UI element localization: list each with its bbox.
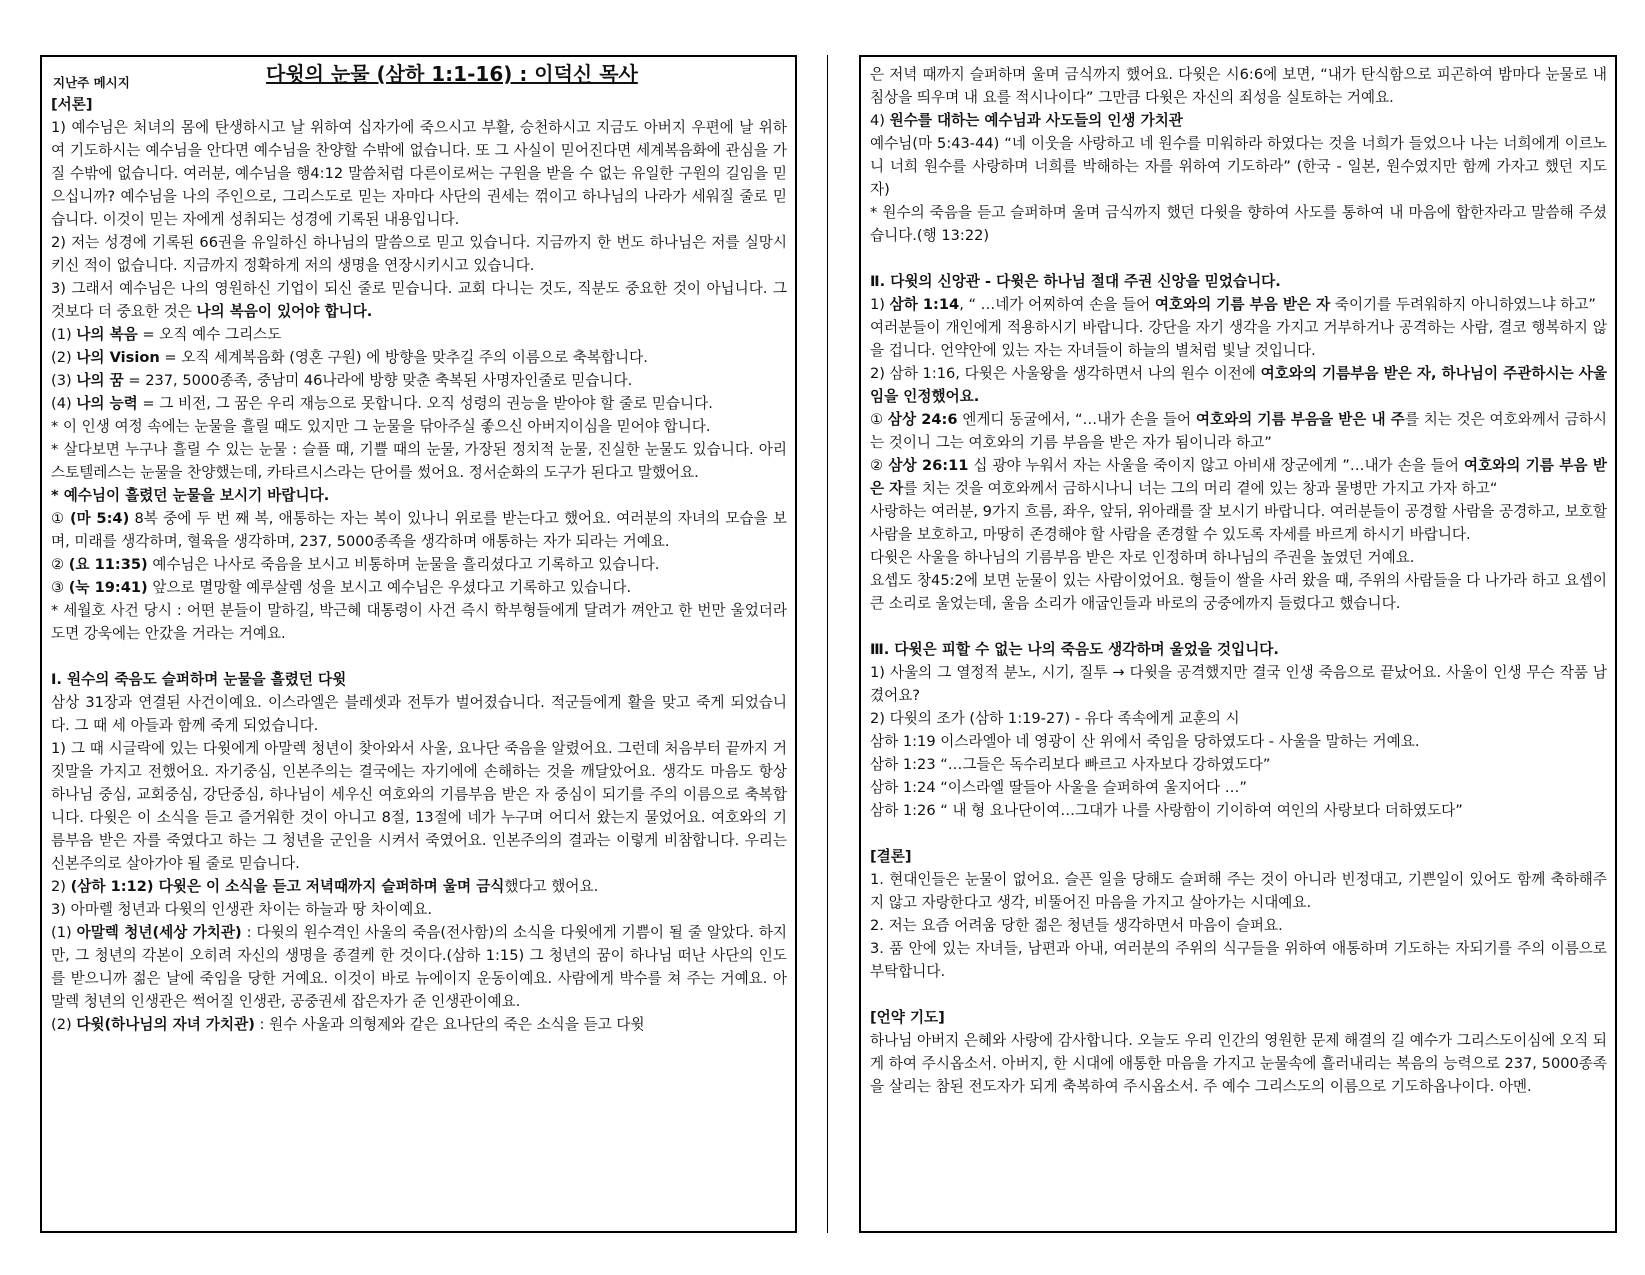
body-text: 은 저녁 때까지 슬퍼하며 울며 금식까지 했어요. 다윗은 시6:6에 보면, “내가 탄식함으로 피곤하여 밤마다 눈물로 내 침상을 띄우며 내 요를 적시나이다” 그만큼 다윗은 자신의 죄성을 실토하는 거예요. xyxy=(870,66,1607,106)
left-column xyxy=(40,55,797,1233)
body-text: 1) xyxy=(870,296,890,313)
body-text: 4) xyxy=(870,112,890,129)
emphasis-text: 나의 꿈 xyxy=(76,372,124,389)
paragraph xyxy=(51,898,787,921)
section-heading: Ⅲ. 다윗은 피할 수 없는 나의 죽음도 생각하며 울었을 것입니다. xyxy=(870,641,1279,658)
paragraph xyxy=(870,937,1607,983)
paragraph xyxy=(51,369,787,392)
body-text: = 오직 예수 그리스도 xyxy=(137,326,282,343)
body-text: = 237, 5000종족, 중남미 46나라에 방향 맞춘 축복된 사명자인줄로 믿습니다. xyxy=(123,372,633,389)
body-text: (2) xyxy=(51,349,77,366)
spacer xyxy=(870,822,1607,845)
body-text: : 원수 사울과 의형제와 같은 요나단의 죽은 소식을 듣고 다윗 xyxy=(254,1016,645,1033)
paragraph xyxy=(870,776,1607,799)
emphasis-text: 삼상 26:11 xyxy=(888,457,969,474)
section-heading: [결론] xyxy=(870,848,912,865)
sermon-title: 다윗의 눈물 (삼하 1:1-16) : 이덕신 목사 xyxy=(266,62,638,86)
body-text: 삼하 1:19 이스라엘아 네 영광이 산 위에서 죽임을 당하였도다 - 사울을 말하는 거예요. xyxy=(870,733,1420,750)
body-text: 죽이기를 두려워하지 아니하였느냐 하고” xyxy=(1330,296,1596,313)
paragraph xyxy=(870,109,1607,132)
body-text: 다윗은 사울을 하나님의 기름부음 받은 자로 인정하며 하나님의 주권을 높였던 거예요. xyxy=(870,549,1415,566)
paragraph xyxy=(51,1013,787,1036)
paragraph xyxy=(51,737,787,875)
paragraph xyxy=(51,576,787,599)
body-text: 1. 현대인들은 눈물이 없어요. 슬픈 일을 당해도 슬퍼해 주는 것이 아니라 빈정대고, 기쁜일이 있어도 함께 축하해주지 않고 자랑한다고 생각, 비뚤어진 마음을 가지고 살아가는 시대예요. xyxy=(870,871,1607,911)
section-tag: 지난주 메시지 xyxy=(53,75,130,90)
emphasis-text: (요 11:35) xyxy=(68,556,148,573)
spacer xyxy=(51,645,787,668)
paragraph xyxy=(51,346,787,369)
body-text: 1) 그 때 시글락에 있는 다윗에게 아말렉 청년이 찾아와서 사울, 요나단 죽음을 알렸어요. 그런데 처음부터 끝까지 거짓말을 가지고 전했어요. 자기중심, 인본주의는 결국에는 자기에에 손해하는 것을 깨달았어요. 생각도 마음도 항상 하나님 중심, 교회중심, 강단중심, 하나님이 세우신 여호와의 기름부음 받은 자 중심이 되기를 주의 이름으로 축복합니다. 다윗은 이 소식을 듣고 즐거워한 것이 아니고 8절, 13절에 네가 누구며 어디서 왔는지 물었어요. 여호와의 기름부음 받은 자를 죽였다고 하는 그 청년을 군인을 시켜서 죽였어요. 인본주의의 결과는 이렇게 비참합니다. 우리는 신본주의로 살아가야 될 줄로 믿습니다. xyxy=(51,740,787,872)
body-text: 앞으로 멸망할 예루살렘 성을 보시고 예수님은 우셨다고 기록하고 있습니다. xyxy=(147,579,632,596)
emphasis-text: (마 5:4) xyxy=(69,510,130,527)
section-heading: [언약 기도] xyxy=(870,1009,945,1026)
emphasis-text: 나의 능력 xyxy=(76,395,138,412)
body-text: 예수님은 나사로 죽음을 보시고 비통하며 눈물을 흘리셨다고 기록하고 있습니다. xyxy=(147,556,660,573)
section-heading: Ⅱ. 다윗의 신앙관 - 다윗은 하나님 절대 주권 신앙을 믿었습니다. xyxy=(870,273,1281,290)
body-text: 삼하 1:26 “ 내 형 요나단이여…그대가 나를 사랑함이 기이하여 여인의 사랑보다 더하였도다” xyxy=(870,802,1463,819)
emphasis-text: 다윗(하나님의 자녀 가치관) xyxy=(76,1016,255,1033)
paragraph xyxy=(51,415,787,438)
body-text: 요셉도 창45:2에 보면 눈물이 있는 사람이었어요. 형들이 쌀을 사러 왔을 때, 주위의 사람들을 다 나가라 하고 요셉이 큰 소리로 울었는데, 울음 소리가 애굽인들과 바로의 궁중에까지 들렸다고 했습니다. xyxy=(870,572,1607,612)
paragraph xyxy=(51,392,787,415)
paragraph xyxy=(870,569,1607,615)
body-text: 2) xyxy=(51,878,71,895)
body-text: , “ …네가 어찌하여 손을 들어 xyxy=(959,296,1155,313)
emphasis-text: 여호와의 기름부음 받은 자, 하나님이 주관하시는 사울임을 인정했어요. xyxy=(870,365,1607,405)
body-text: (4) xyxy=(51,395,77,412)
body-text: 3) 아마렐 청년과 다윗의 인생관 차이는 하늘과 땅 차이예요. xyxy=(51,901,432,918)
emphasis-text: 나의 복음 xyxy=(76,326,138,343)
paragraph xyxy=(51,507,787,553)
header xyxy=(51,63,787,93)
emphasis-text: (눅 19:41) xyxy=(68,579,148,596)
paragraph xyxy=(870,868,1607,914)
body-text: = 오직 세계복음화 (영혼 구원) 에 방향을 맞추길 주의 이름으로 축복합니다. xyxy=(159,349,648,366)
section-heading: [서론] xyxy=(51,96,93,113)
body-text: ② xyxy=(51,556,69,573)
emphasis-text: (삼하 1:12) 다윗은 이 소식을 듣고 저녁때까지 슬퍼하며 울며 금식 xyxy=(70,878,505,895)
paragraph xyxy=(51,875,787,898)
body-text: 를 치는 것을 여호와께서 금하시나니 너는 그의 머리 곁에 있는 창과 물병만 가지고 가자 하고“ xyxy=(903,480,1498,497)
paragraph xyxy=(870,730,1607,753)
body-text: 삼상 31장과 연결된 사건이예요. 이스라엘은 블레셋과 전투가 벌어졌습니다. 적군들에게 활을 맞고 죽게 되었습니다. 그 때 세 아들과 함께 죽게 되었습니다. xyxy=(51,694,787,734)
body-text: 예수님(마 5:43-44) “네 이웃을 사랑하고 네 원수를 미워하라 하였다는 것을 너희가 들었으나 나는 너희에게 이르노니 너희 원수를 사랑하며 너희를 박해하는 자를 위하여 기도하라” (한국 - 일본, 원수였지만 함께 가자고 했던 지도자) xyxy=(870,135,1607,198)
body-text: 2) 저는 성경에 기록된 66권을 유일하신 하나님의 말씀으로 믿고 있습니다. 지금까지 한 번도 하나님은 저를 실망시키신 적이 없습니다. 지금까지 정확하게 저의 생명을 연장시키시고 있습니다. xyxy=(51,234,787,274)
paragraph xyxy=(870,914,1607,937)
paragraph xyxy=(51,438,787,484)
body-text: 삼하 1:23 “…그들은 독수리보다 빠르고 사자보다 강하였도다” xyxy=(870,756,1271,773)
body-text: * 세월호 사건 당시 : 어떤 분들이 말하길, 박근혜 대통령이 사건 즉시 학부형들에게 달려가 껴안고 한 번만 울었더라도면 강욱에는 안갔을 거라는 거예요. xyxy=(51,602,787,642)
emphasis-text: 아말렉 청년(세상 가치관) xyxy=(76,924,242,941)
emphasis-text: 여호와의 기름 부음 받은 자 xyxy=(870,457,1608,497)
body-text: : 다윗의 원수격인 사울의 죽음(전사함)의 소식을 다윗에게 기쁨이 될 줄 알았다. 하지만, 그 청년의 각본이 오히려 자신의 생명을 종결케 한 것이다.(삼하 1:15) 그 청년의 꿈이 하나님 떠난 사단의 인도를 받으니까 젊은 날에 죽임을 당한 거예요. 이것이 바로 뉴에이지 운동이예요. 사람에게 박수를 쳐 주는 거예요. 아말렉 청년의 인생관은 썩어질 인생관, 공중권세 잡은자가 준 인생관이예요. xyxy=(51,924,787,1010)
body-text: 십 광야 누워서 자는 사울을 죽이지 않고 아비새 장군에게 ”…내가 손을 들어 xyxy=(968,457,1464,474)
body-text: 했다고 했어요. xyxy=(504,878,599,895)
paragraph xyxy=(870,63,1607,109)
left-body xyxy=(51,93,787,1036)
body-text: 1) 사울의 그 열정적 분노, 시기, 질투 → 다윗을 공격했지만 결국 인생 죽음으로 끝났어요. 사울이 인생 무슨 작품 남겼어요? xyxy=(870,664,1607,704)
paragraph xyxy=(870,753,1607,776)
body-text: (1) xyxy=(51,924,77,941)
body-text: * 살다보면 누구나 흘릴 수 있는 눈물 : 슬플 때, 기쁠 때의 눈물, 가장된 정치적 눈물, 진실한 눈물도 있습니다. 아리스토텔레스는 눈물을 찬양했는데, 카타르시스라는 단어를 썼어요. 정서순화의 도구가 된다고 말했어요. xyxy=(51,441,787,481)
body-text: ① xyxy=(51,510,70,527)
column-divider xyxy=(827,55,828,1233)
body-text: = 그 비전, 그 꿈은 우리 재능으로 못합니다. 오직 성령의 권능을 받아야 할 줄로 믿습니다. xyxy=(137,395,713,412)
paragraph xyxy=(51,116,787,231)
section-heading: * 예수님이 흘렸던 눈물을 보시기 바랍니다. xyxy=(51,487,330,504)
emphasis-text: 원수를 대하는 예수님과 사도들의 인생 가치관 xyxy=(889,112,1183,129)
body-text: 1) 예수님은 처녀의 몸에 탄생하시고 날 위하여 십자가에 죽으시고 부활, 승천하시고 지금도 아버지 우편에 날 위하여 기도하시는 예수님을 안다면 예수님을 찬양할 수밖에 없습니다. 또 그 사실이 믿어진다면 세계복음화에 관심을 가질 수밖에 없습니다. 여러분, 예수님을 행4:12 말씀처럼 다른이로써는 구원을 받을 수 없는 유일한 구원의 길임을 믿으십니까? 예수님을 나의 주인으로, 그리스도로 믿는 자마다 사단의 권세는 꺾이고 하나님의 나라가 세워질 줄로 믿습니다. 이것이 믿는 자에게 성취되는 성경에 기록된 내용입니다. xyxy=(51,119,787,228)
spacer xyxy=(870,615,1607,638)
body-text: 2) 다윗의 조가 (삼하 1:19-27) - 유다 족속에게 교훈의 시 xyxy=(870,710,1240,727)
paragraph xyxy=(51,921,787,1013)
body-text: 여러분들이 개인에게 적용하시기 바랍니다. 강단을 자기 생각을 가지고 거부하거나 공격하는 사람, 결코 행복하지 않을 겁니다. 언약안에 있는 자는 자녀들이 하늘의 별처럼 빛날 것입니다. xyxy=(870,319,1607,359)
emphasis-text: 삼상 24:6 xyxy=(887,411,958,428)
right-body xyxy=(870,63,1607,1098)
paragraph xyxy=(870,293,1607,316)
body-text: 3. 품 안에 있는 자녀들, 남편과 아내, 여러분의 주위의 식구들을 위하여 애통하며 기도하는 자되기를 주의 이름으로 부탁합니다. xyxy=(870,940,1607,980)
paragraph xyxy=(51,231,787,277)
paragraph xyxy=(870,500,1607,546)
paragraph xyxy=(870,454,1607,500)
paragraph xyxy=(51,277,787,323)
body-text: 2. 저는 요즘 어려움 당한 젊은 청년들 생각하면서 마음이 슬퍼요. xyxy=(870,917,1283,934)
paragraph xyxy=(870,316,1607,362)
right-column xyxy=(859,55,1617,1233)
emphasis-text: 여호와의 기름 부음을 받은 내 주 xyxy=(1195,411,1405,428)
section-heading: Ⅰ. 원수의 죽음도 슬퍼하며 눈물을 흘렸던 다윗 xyxy=(51,671,347,688)
body-text: 삼하 1:24 “이스라엘 딸들아 사울을 슬퍼하여 울지어다 …” xyxy=(870,779,1247,796)
paragraph xyxy=(870,707,1607,730)
body-text: 엔게디 동굴에서, “…내가 손을 들어 xyxy=(957,411,1196,428)
body-text: (3) xyxy=(51,372,77,389)
paragraph xyxy=(870,799,1607,822)
paragraph xyxy=(51,553,787,576)
paragraph xyxy=(870,408,1607,454)
spacer xyxy=(870,983,1607,1006)
emphasis-text: 나의 Vision xyxy=(76,349,160,366)
body-text: (2) xyxy=(51,1016,77,1033)
paragraph xyxy=(51,599,787,645)
body-text: 8복 중에 두 번 째 복, 애통하는 자는 복이 있나니 위로를 받는다고 했어요. 여러분의 자녀의 모습을 보며, 미래를 생각하며, 혈육을 생각하며, 237, 5000종족을 생각하며 애통하는 자가 되라는 거예요. xyxy=(51,510,787,550)
paragraph xyxy=(870,1029,1607,1098)
body-text: * 이 인생 여정 속에는 눈물을 흘릴 때도 있지만 그 눈물을 닦아주실 좋으신 아버지이심을 믿어야 합니다. xyxy=(51,418,711,435)
body-text: 2) 삼하 1:16, 다윗은 사울왕을 생각하면서 나의 원수 이전에 xyxy=(870,365,1261,382)
paragraph xyxy=(51,323,787,346)
paragraph xyxy=(870,661,1607,707)
body-text: 3) 그래서 예수님은 나의 영원하신 기업이 되신 줄로 믿습니다. 교회 다니는 것도, 직분도 중요한 것이 아닙니다. 그것보다 더 중요한 것은 xyxy=(51,280,787,320)
body-text: ③ xyxy=(51,579,69,596)
emphasis-text: 여호와의 기름 부음 받은 자 xyxy=(1154,296,1331,313)
paragraph xyxy=(51,691,787,737)
spacer xyxy=(870,247,1607,270)
body-text: 사랑하는 여러분, 9가지 흐름, 좌우, 앞뒤, 위아래를 잘 보시기 바랍니다. 여러분들이 공경할 사람을 공경하고, 보호할 사람을 보호하고, 마땅히 존경해야 할 사람을 존경할 수 있도록 자세를 바르게 하시기 바랍니다. xyxy=(870,503,1607,543)
body-text: ① xyxy=(870,411,888,428)
paragraph xyxy=(870,132,1607,201)
emphasis-text: 나의 복음이 있어야 합니다. xyxy=(196,303,373,320)
paragraph xyxy=(870,546,1607,569)
body-text: ② xyxy=(870,457,889,474)
body-text: (1) xyxy=(51,326,77,343)
body-text: 하나님 아버지 은혜와 사랑에 감사합니다. 오늘도 우리 인간의 영원한 문제 해결의 길 예수가 그리스도이심에 오직 되게 하여 주시옵소서. 아버지, 한 시대에 애통한 마음을 가지고 눈물속에 흘러내리는 복음의 능력으로 237, 5000종족을 살리는 참된 전도자가 되게 축복하여 주시옵소서. 주 예수 그리스도의 이름으로 기도하옵나이다. 아멘. xyxy=(870,1032,1607,1095)
paragraph xyxy=(870,362,1607,408)
body-text: * 원수의 죽음을 듣고 슬퍼하며 울며 금식까지 했던 다윗을 향하여 사도를 통하여 내 마음에 합한자라고 말씀해 주셨습니다.(행 13:22) xyxy=(870,204,1607,244)
emphasis-text: 삼하 1:14 xyxy=(889,296,960,313)
body-text: 를 치는 것은 여호와께서 금하시는 것이니 그는 여호와의 기름 부음을 받은 자가 됨이니라 하고” xyxy=(870,411,1607,451)
paragraph xyxy=(870,201,1607,247)
